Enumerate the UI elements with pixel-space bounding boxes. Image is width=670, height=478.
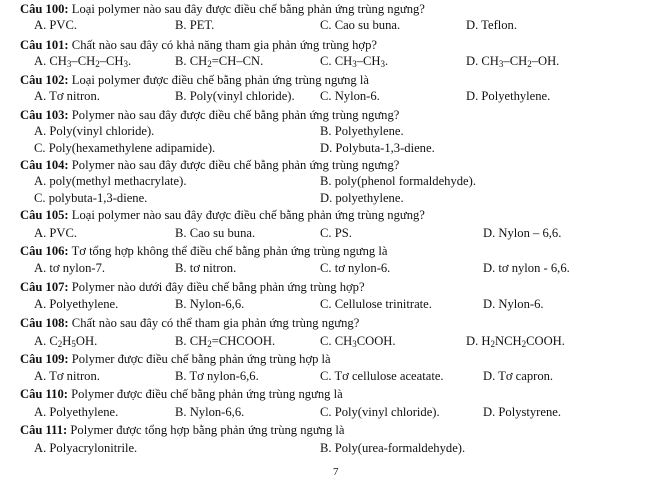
option-d: D. polyethylene. — [320, 191, 404, 205]
question-text: Loại polymer nào sau đây được điều chế bằng phản ứng trùng ngưng? — [71, 208, 425, 222]
option-c: C. Nylon-6. — [320, 89, 380, 103]
option-c: C. tơ nylon-6. — [320, 261, 391, 275]
option-c: C. polybuta-1,3-diene. — [34, 191, 148, 205]
question-label: Câu 107: — [20, 280, 69, 294]
option-d: D. Polystyrene. — [483, 405, 562, 419]
question-text: Loại polymer nào sau đây được điều chế bằng phản ứng trùng ngưng? — [71, 2, 425, 16]
question-106 — [20, 244, 387, 259]
option-d: D. Tơ capron. — [483, 369, 554, 383]
question-107 — [20, 280, 365, 295]
option-d: D. Nylon – 6,6. — [483, 226, 562, 240]
question-109 — [20, 352, 331, 367]
option-b: B. tơ nitron. — [175, 261, 237, 275]
question-text: Polymer được tổng hợp bằng phản ứng trùng ngưng là — [70, 423, 345, 437]
question-104 — [20, 158, 399, 173]
option-c: C. $CH_3COOH$. — [320, 334, 396, 349]
option-b: B. poly(phenol formaldehyde). — [320, 174, 476, 188]
option-a: A. tơ nylon-7. — [34, 261, 106, 275]
option-b: B. Polyethylene. — [320, 124, 404, 138]
question-label: Câu 110: — [20, 387, 68, 401]
question-102 — [20, 73, 369, 88]
option-c: C. PS. — [320, 226, 352, 240]
option-c: C. Cellulose trinitrate. — [320, 297, 432, 311]
question-105 — [20, 208, 425, 223]
option-b: B. PET. — [175, 18, 215, 32]
option-b: B. $CH_2=CH-CN$. — [175, 54, 264, 69]
question-108 — [20, 316, 359, 331]
question-111 — [20, 423, 345, 438]
option-a: A. $CH_3-CH_2-CH_3$. — [34, 54, 132, 69]
option-b: B. Poly(urea-formaldehyde). — [320, 441, 466, 455]
question-text: Chất nào sau đây có thể tham gia phản ứng trùng ngưng? — [71, 316, 360, 330]
option-b: B. Cao su buna. — [175, 226, 256, 240]
question-label: Câu 100: — [20, 2, 69, 16]
option-c: C. Poly(vinyl chloride). — [320, 405, 440, 419]
option-a: A. Tơ nitron. — [34, 89, 100, 103]
question-label: Câu 101: — [20, 38, 69, 52]
option-b: B. Nylon-6,6. — [175, 405, 245, 419]
question-text: Loại polymer được điều chế bằng phản ứng trùng ngưng là — [71, 73, 369, 87]
option-b: B. Tơ nylon-6,6. — [175, 369, 259, 383]
question-label: Câu 108: — [20, 316, 69, 330]
option-a: A. Polyethylene. — [34, 297, 119, 311]
question-103 — [20, 108, 399, 123]
question-101 — [20, 38, 377, 53]
option-a: A. Poly(vinyl chloride). — [34, 124, 155, 138]
question-110 — [20, 387, 343, 402]
option-d: D. $H_2NCH_2COOH$. — [466, 334, 565, 349]
question-text: Polymer nào dưới đây điều chế bằng phản ứng trùng hợp? — [71, 280, 365, 294]
page-number: 7 — [333, 466, 339, 478]
option-c: C. $CH_3-CH_3$. — [320, 54, 389, 69]
option-a: A. poly(methyl methacrylate). — [34, 174, 187, 188]
option-d: D. Nylon-6. — [483, 297, 544, 311]
question-text: Polymer nào sau đây được điều chế bằng phản ứng trùng ngưng? — [71, 108, 400, 122]
option-b: B. Nylon-6,6. — [175, 297, 245, 311]
option-a: A. Polyethylene. — [34, 405, 119, 419]
question-text: Polymer nào sau đây được điều chế bằng phản ứng trùng ngưng? — [71, 158, 400, 172]
option-d: D. tơ nylon - 6,6. — [483, 261, 570, 275]
question-label: Câu 109: — [20, 352, 69, 366]
option-b: B. Poly(vinyl chloride). — [175, 89, 295, 103]
option-a: A. PVC. — [34, 18, 78, 32]
question-label: Câu 103: — [20, 108, 69, 122]
question-text: Chất nào sau đây có khả năng tham gia phản ứng trùng hợp? — [71, 38, 377, 52]
question-text: Polymer được điều chế bằng phản ứng trùng hợp là — [71, 352, 331, 366]
option-d: D. Polyethylene. — [466, 89, 551, 103]
option-a: A. Tơ nitron. — [34, 369, 100, 383]
option-b: B. $CH_2=CHCOOH$. — [175, 334, 276, 349]
question-label: Câu 105: — [20, 208, 69, 222]
option-d: D. Teflon. — [466, 18, 518, 32]
question-label: Câu 106: — [20, 244, 69, 258]
option-d: D. $CH_3-CH_2-OH$. — [466, 54, 560, 69]
option-a: A. Polyacrylonitrile. — [34, 441, 138, 455]
question-label: Câu 104: — [20, 158, 69, 172]
option-a: A. $C_2H_5OH$. — [34, 334, 98, 349]
question-label: Câu 102: — [20, 73, 69, 87]
option-a: A. PVC. — [34, 226, 78, 240]
question-text: Tơ tổng hợp không thể điều chế bằng phản ứng trùng ngưng là — [71, 244, 388, 258]
question-label: Câu 111: — [20, 423, 68, 437]
option-d: D. Polybuta-1,3-diene. — [320, 141, 435, 155]
question-text: Polymer được điều chế bằng phản ứng trùng ngưng là — [71, 387, 343, 401]
option-c: C. Cao su buna. — [320, 18, 401, 32]
option-c: C. Poly(hexamethylene adipamide). — [34, 141, 216, 155]
question-100 — [20, 2, 425, 17]
option-c: C. Tơ cellulose aceatate. — [320, 369, 444, 383]
